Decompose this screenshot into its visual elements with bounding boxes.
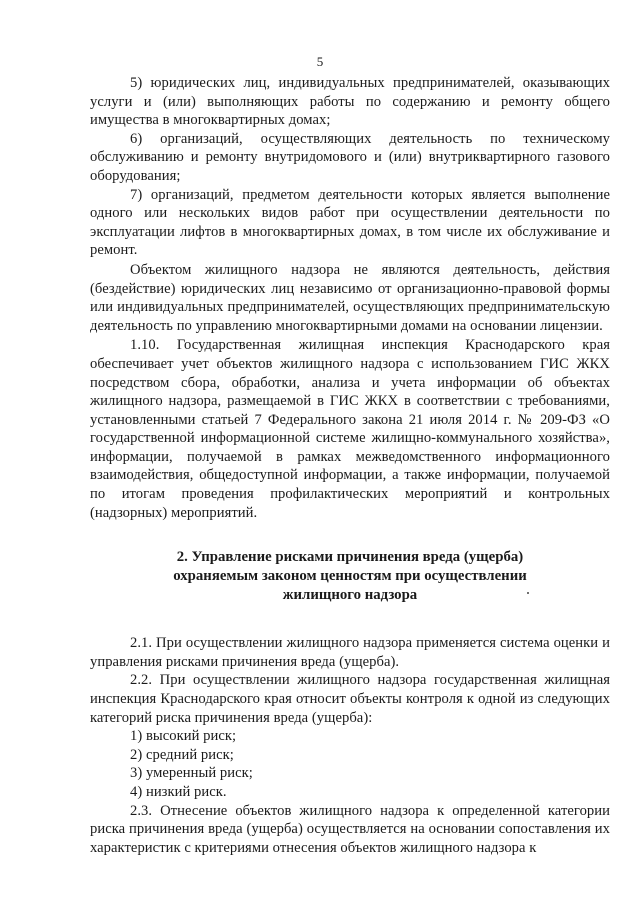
- paragraph-2-2: 2.2. При осуществлении жилищного надзора государственная жилищная инспекция Краснодарского края относит объекты контроля к одной из следующих категорий риска причинения вреда (ущерба):: [90, 672, 610, 726]
- paragraph-item-5: 5) юридических лиц, индивидуальных предпринимателей, оказывающих услуги и (или) выполняющих работы по содержанию и ремонту общего имущества в многоквартирных домах;: [90, 75, 610, 129]
- risk-item-moderate: 3) умеренный риск;: [130, 765, 253, 782]
- paragraph-object-exclusion: Объектом жилищного надзора не являются деятельность, действия (бездействие) юридических лиц независимо от организационно-правовой формы или индивидуальных предпринимателей, осуществляющих предпринимательскую деятельность по управлению многоквартирными домами на основании лицензии.: [90, 261, 610, 334]
- risk-item-medium: 2) средний риск;: [130, 746, 234, 763]
- risk-item-low: 4) низкий риск.: [130, 784, 227, 800]
- page-number: 5: [316, 54, 324, 69]
- paragraph-2-1: 2.1. При осуществлении жилищного надзора применяется система оценки и управления рисками причинения вреда (ущерба).: [90, 635, 610, 670]
- section-heading: [90, 548, 610, 605]
- section-heading-line-3: жилищного надзора: [282, 587, 418, 604]
- document-body: [90, 74, 610, 857]
- section-heading-line-2: охраняемым законом ценностям при осуществлении: [173, 568, 527, 585]
- scan-speck: [527, 592, 529, 594]
- section-heading-line-1: 2. Управление рисками причинения вреда (ущерба): [176, 549, 524, 566]
- risk-item-high: 1) высокий риск;: [130, 728, 237, 745]
- paragraph-item-7: 7) организаций, предметом деятельности которых является выполнение одного или нескольких видов работ при осуществлении деятельности по эксплуатации лифтов в многоквартирных домах, в том числе их обслуживание и ремонт.: [90, 186, 610, 259]
- paragraph-2-3: 2.3. Отнесение объектов жилищного надзора к определенной категории риска причинения вреда (ущерба) осуществляется на основании сопоставления их характеристик с критериями отнесения объектов жилищного надзора к: [90, 802, 610, 856]
- paragraph-1-10: 1.10. Государственная жилищная инспекция Краснодарского края обеспечивает учет объектов жилищного надзора с использованием ГИС ЖКХ посредством сбора, обработки, анализа и учета информации об объектах жилищного надзора, размещаемой в ГИС ЖКХ в соответствии с требованиями, установленными статьей 7 Федерального закона 21 июля 2014 г. № 209-ФЗ «О государственной информационной системе жилищно-коммунального хозяйства», информации, получаемой в рамках межведомственного информационного взаимодействия, общедоступной информации, а также информации, получаемой по итогам проведения профилактических мероприятий и контрольных (надзорных) мероприятий.: [90, 337, 610, 521]
- paragraph-item-6: 6) организаций, осуществляющих деятельность по техническому обслуживанию и ремонту внутридомового и (или) внутриквартирного газового оборудования;: [90, 130, 610, 184]
